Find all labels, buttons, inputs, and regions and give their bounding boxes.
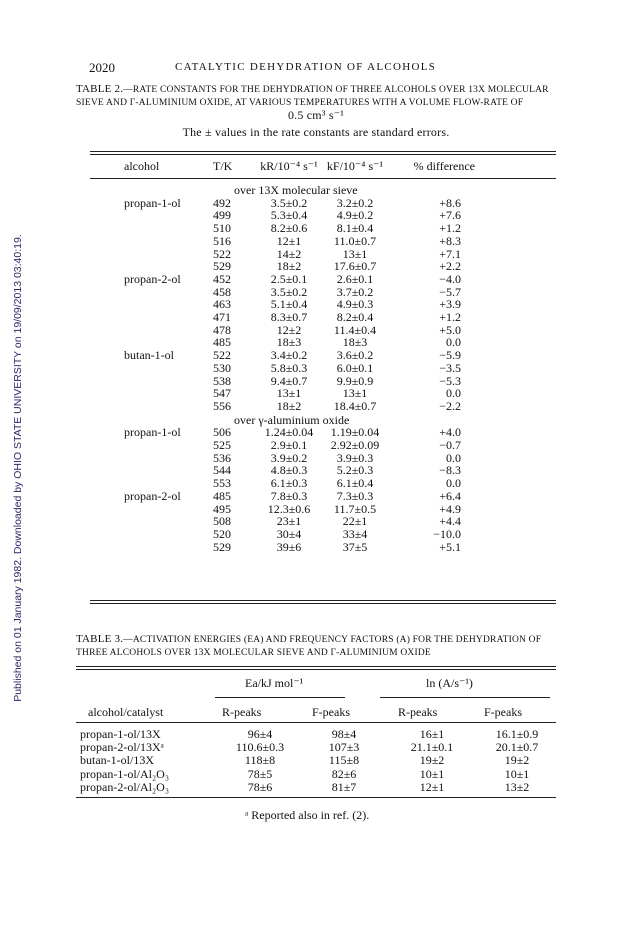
cell-percent: +2.2: [439, 259, 461, 274]
cell-kr: 3.9±0.2: [270, 450, 308, 465]
cell-value: 115±8: [328, 753, 360, 768]
cell-kf: 9.9±0.9: [336, 373, 374, 388]
cell-kr: 3.5±0.2: [270, 284, 308, 299]
cell-percent: +5.1: [439, 539, 461, 554]
cell-percent: +6.4: [439, 488, 461, 503]
cell-temperature: 520: [213, 526, 231, 541]
cell-temperature: 471: [213, 310, 231, 324]
cell-percent: +4.9: [439, 501, 461, 516]
cell-alcohol-catalyst: propan-1-ol/Al₂O₃: [80, 766, 170, 781]
col-percent-difference: % difference: [413, 159, 475, 173]
cell-percent: −2.2: [439, 398, 461, 413]
cell-kr: 39±6: [276, 539, 302, 554]
cell-temperature: 522: [213, 348, 231, 363]
cell-kr: 3.5±0.2: [270, 195, 308, 210]
cell-kr: 8.3±0.7: [270, 310, 308, 324]
cell-value: 13±2: [504, 779, 530, 794]
cell-percent: 0.0: [446, 450, 461, 465]
cell-percent: +4.4: [439, 514, 461, 529]
cell-percent: −5.3: [439, 373, 461, 388]
cell-kr: 9.4±0.7: [270, 373, 308, 388]
cell-temperature: 522: [213, 246, 231, 261]
cell-percent: +8.6: [439, 195, 461, 210]
cell-temperature: 495: [213, 501, 231, 516]
cell-temperature: 463: [213, 297, 231, 312]
cell-temperature: 506: [213, 425, 231, 440]
cell-kr: 1.24±0.04: [264, 425, 314, 440]
cell-kf: 18.4±0.7: [333, 398, 377, 413]
cell-kf: 13±1: [342, 246, 368, 261]
table2-caption: [76, 83, 556, 110]
cell-percent: −3.5: [439, 360, 461, 375]
row-alcohol: propan-1-ol: [124, 195, 181, 210]
publication-side-note: Published on 01 January 1982. Downloaded by OHIO STATE UNIVERSITY on 19/09/2013 03:40:19.: [12, 234, 24, 702]
cell-percent: +8.3: [439, 233, 461, 248]
table3-footnote: ᵃ Reported also in ref. (2).: [245, 808, 370, 822]
cell-value: 96±4: [247, 727, 273, 741]
ea-group-rule: [215, 697, 345, 698]
cell-percent: +7.1: [439, 246, 461, 261]
cell-kf: 5.2±0.3: [336, 463, 374, 478]
cell-value: 107±3: [328, 740, 360, 755]
running-title: CATALYTIC DEHYDRATION OF ALCOHOLS: [175, 61, 437, 73]
cell-kr: 5.1±0.4: [270, 297, 308, 312]
cell-temperature: 499: [213, 208, 231, 223]
cell-alcohol-catalyst: propan-1-ol/13X: [80, 727, 161, 741]
table2-bottom-rule: [90, 600, 556, 604]
cell-value: 82±6: [331, 766, 357, 781]
cell-kf: 22±1: [342, 514, 368, 529]
cell-temperature: 525: [213, 438, 231, 452]
col-kf: kF/10⁻⁴ s⁻¹: [326, 159, 384, 173]
cell-temperature: 452: [213, 271, 231, 286]
cell-value: 16.1±0.9: [495, 727, 539, 741]
cell-kf: 4.9±0.2: [336, 208, 374, 223]
cell-kf: 13±1: [342, 386, 368, 401]
cell-kr: 13±1: [276, 386, 302, 401]
cell-value: 78±6: [247, 779, 273, 794]
cell-temperature: 536: [213, 450, 231, 465]
cell-percent: +4.0: [439, 425, 461, 440]
cell-kf: 4.9±0.3: [336, 297, 374, 312]
cell-kr: 2.9±0.1: [270, 438, 308, 452]
table2-top-rule: [90, 151, 556, 155]
cell-temperature: 553: [213, 476, 231, 491]
cell-kf: 3.9±0.3: [336, 450, 374, 465]
col-lna-f-peaks: F-peaks: [484, 705, 522, 719]
cell-value: 78±5: [247, 766, 273, 781]
table3-bottom-rule: [76, 797, 556, 798]
lna-group-rule: [380, 697, 550, 698]
row-alcohol: propan-1-ol: [124, 425, 181, 440]
col-lna-r-peaks: R-peaks: [398, 705, 438, 719]
cell-value: 10±1: [419, 766, 445, 781]
section-title: over γ-aluminium oxide: [234, 412, 350, 427]
cell-kr: 12±1: [276, 233, 302, 248]
section-title: over 13X molecular sieve: [234, 183, 358, 197]
cell-kf: 8.2±0.4: [336, 310, 374, 324]
cell-kr: 5.8±0.3: [270, 360, 308, 375]
cell-temperature: 516: [213, 233, 231, 248]
lna-header: ln (A/s⁻¹): [426, 676, 473, 690]
cell-kr: 30±4: [276, 526, 302, 541]
table2-header-rule: [90, 178, 556, 179]
cell-alcohol-catalyst: propan-2-ol/13Xᵃ: [80, 740, 164, 755]
cell-kr: 2.5±0.1: [270, 271, 308, 286]
cell-value: 21.1±0.1: [410, 740, 454, 755]
ea-header: Ea/kJ mol⁻¹: [245, 676, 304, 690]
cell-percent: 0.0: [446, 335, 461, 350]
cell-kr: 18±3: [276, 335, 302, 350]
cell-kf: 2.92±0.09: [330, 438, 380, 452]
cell-value: 19±2: [504, 753, 530, 768]
row-alcohol: propan-2-ol: [124, 271, 181, 286]
table3-caption-text: —ACTIVATION ENERGIES (EA) AND FREQUENCY FACTORS (A) FOR THE DEHYDRATION OF THREE ALCOHOLS OVER 13X MOLECULAR SIEVE AND Γ-ALUMINIUM OXIDE: [76, 635, 542, 658]
cell-kf: 6.0±0.1: [336, 360, 374, 375]
page-number: 2020: [89, 60, 115, 75]
cell-kf: 17.6±0.7: [333, 259, 377, 274]
cell-kr: 8.2±0.6: [270, 221, 308, 236]
cell-kr: 5.3±0.4: [270, 208, 308, 223]
table3-header-rule: [76, 722, 556, 723]
cell-temperature: 547: [213, 386, 231, 401]
cell-percent: −8.3: [439, 463, 461, 478]
cell-percent: −4.0: [439, 271, 461, 286]
cell-kf: 11.0±0.7: [333, 233, 377, 248]
col-ea-f-peaks: F-peaks: [312, 705, 350, 719]
cell-value: 81±7: [331, 779, 357, 794]
cell-kf: 18±3: [342, 335, 368, 350]
cell-alcohol-catalyst: propan-2-ol/Al₂O₃: [80, 779, 170, 794]
cell-percent: 0.0: [446, 476, 461, 491]
cell-value: 12±1: [419, 779, 445, 794]
cell-percent: +5.0: [439, 322, 461, 337]
cell-temperature: 544: [213, 463, 231, 478]
cell-temperature: 485: [213, 488, 231, 503]
cell-value: 10±1: [504, 766, 530, 781]
cell-kf: 3.2±0.2: [336, 195, 374, 210]
cell-temperature: 458: [213, 284, 231, 299]
table3-caption-lead: TABLE 3.: [76, 633, 124, 645]
table2-caption-text: —RATE CONSTANTS FOR THE DEHYDRATION OF THREE ALCOHOLS OVER 13X MOLECULAR SIEVE AND Γ-ALUMINIUM OXIDE, AT VARIOUS TEMPERATURES WITH A VOLUME FLOW-RATE OF: [76, 85, 549, 108]
cell-temperature: 510: [213, 221, 231, 236]
cell-percent: +1.2: [439, 221, 461, 236]
table2-note: The ± values in the rate constants are standard errors.: [182, 125, 450, 139]
cell-value: 98±4: [331, 727, 357, 741]
cell-percent: −0.7: [439, 438, 461, 452]
cell-kr: 14±2: [276, 246, 302, 261]
cell-alcohol-catalyst: butan-1-ol/13X: [80, 753, 154, 768]
cell-percent: 0.0: [446, 386, 461, 401]
cell-temperature: 508: [213, 514, 231, 529]
cell-percent: +7.6: [439, 208, 461, 223]
cell-kf: 11.4±0.4: [333, 322, 377, 337]
cell-value: 19±2: [419, 753, 445, 768]
col-alcohol: alcohol: [124, 159, 160, 173]
cell-kr: 18±2: [276, 259, 302, 274]
cell-temperature: 529: [213, 259, 231, 274]
cell-kf: 33±4: [342, 526, 368, 541]
cell-value: 118±8: [244, 753, 276, 768]
cell-value: 110.6±0.3: [235, 740, 285, 755]
table3-top-rule: [76, 666, 556, 670]
cell-percent: −10.0: [433, 526, 461, 541]
col-kr: kR/10⁻⁴ s⁻¹: [260, 159, 318, 173]
cell-kf: 1.19±0.04: [330, 425, 380, 440]
cell-kf: 2.6±0.1: [336, 271, 374, 286]
table2-caption-flowrate: 0.5 cm³ s⁻¹: [287, 108, 345, 122]
cell-kf: 8.1±0.4: [336, 221, 374, 236]
cell-kf: 3.6±0.2: [336, 348, 374, 363]
cell-temperature: 530: [213, 360, 231, 375]
cell-temperature: 556: [213, 398, 231, 413]
cell-kf: 7.3±0.3: [336, 488, 374, 503]
cell-kr: 23±1: [276, 514, 302, 529]
cell-kr: 6.1±0.3: [270, 476, 308, 491]
cell-kf: 37±5: [342, 539, 368, 554]
cell-percent: −5.9: [439, 348, 461, 363]
cell-kr: 18±2: [276, 398, 302, 413]
cell-temperature: 492: [213, 195, 231, 210]
cell-percent: +3.9: [439, 297, 461, 312]
cell-percent: +1.2: [439, 310, 461, 324]
col-temperature: T/K: [213, 159, 233, 173]
table2-caption-lead: TABLE 2.: [76, 83, 124, 95]
row-alcohol: butan-1-ol: [124, 348, 174, 363]
col-ea-r-peaks: R-peaks: [222, 705, 262, 719]
cell-kr: 4.8±0.3: [270, 463, 308, 478]
cell-kr: 12.3±0.6: [267, 501, 311, 516]
cell-temperature: 529: [213, 539, 231, 554]
table3-caption: [76, 633, 556, 660]
cell-kf: 11.7±0.5: [333, 501, 377, 516]
row-alcohol: propan-2-ol: [124, 488, 181, 503]
cell-value: 16±1: [419, 727, 445, 741]
cell-kr: 3.4±0.2: [270, 348, 308, 363]
cell-percent: −5.7: [439, 284, 461, 299]
col-alcohol-catalyst: alcohol/catalyst: [88, 705, 164, 719]
cell-temperature: 485: [213, 335, 231, 350]
cell-kf: 6.1±0.4: [336, 476, 374, 491]
cell-temperature: 538: [213, 373, 231, 388]
cell-temperature: 478: [213, 322, 231, 337]
cell-kr: 7.8±0.3: [270, 488, 308, 503]
cell-value: 20.1±0.7: [495, 740, 539, 755]
cell-kr: 12±2: [276, 322, 302, 337]
cell-kf: 3.7±0.2: [336, 284, 374, 299]
